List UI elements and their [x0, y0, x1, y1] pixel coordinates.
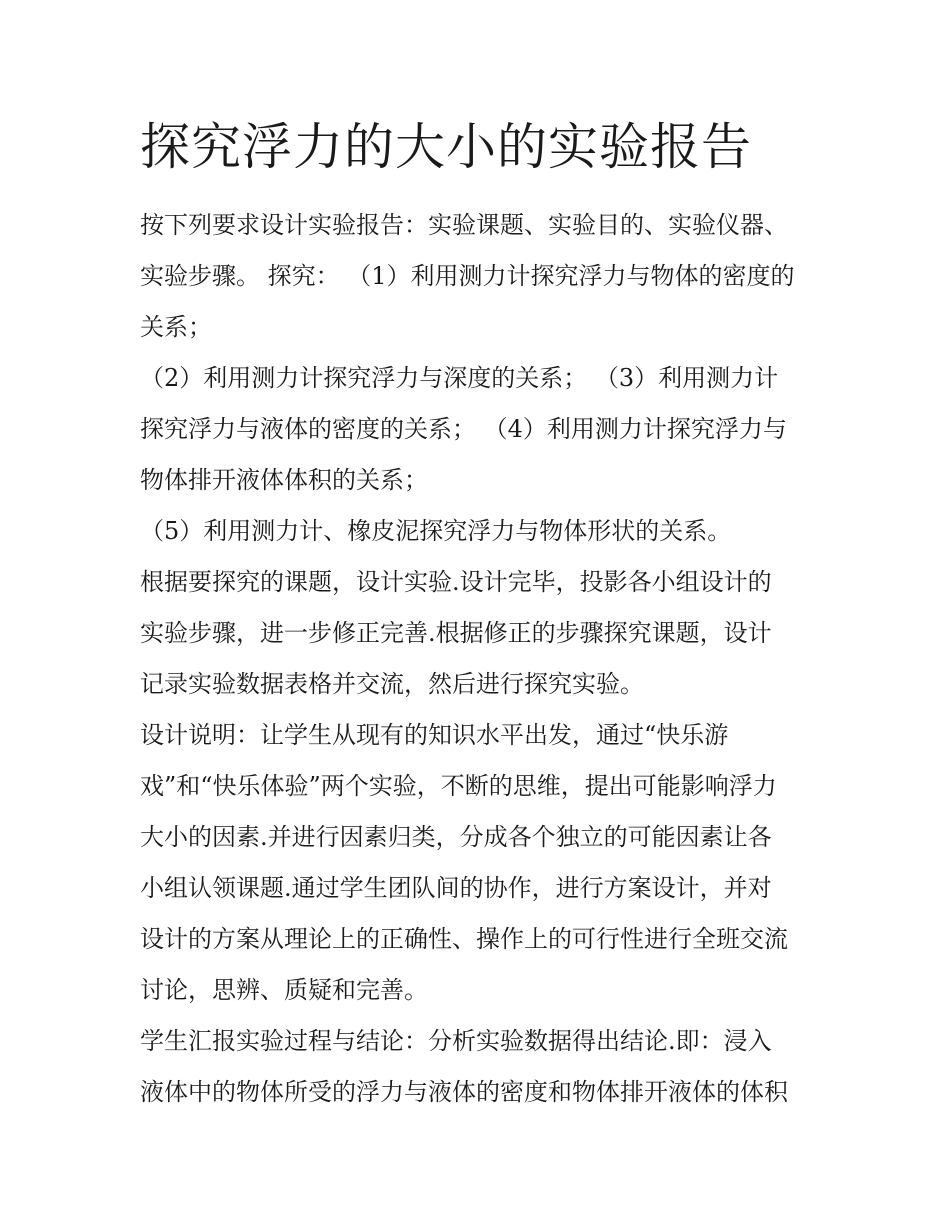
- body-line: 按下列要求设计实验报告：实验课题、实验目的、实验仪器、: [140, 211, 788, 239]
- body-line: 学生汇报实验过程与结论：分析实验数据得出结论.即：浸入: [140, 1027, 772, 1055]
- document-title: 探究浮力的大小的实验报告: [140, 118, 752, 176]
- body-line: 讨论，思辨、质疑和完善。: [140, 976, 428, 1004]
- body-line: 大小的因素.并进行因素归类，分成各个独立的可能因素让各: [140, 823, 772, 851]
- body-line: 记录实验数据表格并交流，然后进行探究实验。: [140, 670, 644, 698]
- body-line: 小组认领课题.通过学生团队间的协作，进行方案设计，并对: [140, 874, 772, 902]
- body-line: 设计的方案从理论上的正确性、操作上的可行性进行全班交流: [140, 925, 788, 953]
- body-line: 液体中的物体所受的浮力与液体的密度和物体排开液体的体积: [140, 1078, 788, 1106]
- body-line: 根据要探究的课题，设计实验.设计完毕，投影各小组设计的: [140, 568, 772, 596]
- body-line: 实验步骤，进一步修正完善.根据修正的步骤探究课题，设计: [140, 619, 772, 647]
- body-line: 探究浮力与液体的密度的关系； （4）利用测力计探究浮力与: [140, 415, 787, 443]
- body-line: 实验步骤。 探究： （1）利用测力计探究浮力与物体的密度的: [140, 262, 795, 290]
- body-line: （2）利用测力计探究浮力与深度的关系； （3）利用测力计: [140, 364, 779, 392]
- body-line: 关系；: [140, 313, 212, 341]
- body-line: （5）利用测力计、橡皮泥探究浮力与物体形状的关系。: [140, 517, 732, 545]
- body-line: 戏”和“快乐体验”两个实验，不断的思维，提出可能影响浮力: [140, 772, 777, 800]
- body-line: 设计说明：让学生从现有的知识水平出发，通过“快乐游: [140, 721, 729, 749]
- document-body: [140, 200, 820, 1118]
- body-line: 物体排开液体体积的关系；: [140, 466, 428, 494]
